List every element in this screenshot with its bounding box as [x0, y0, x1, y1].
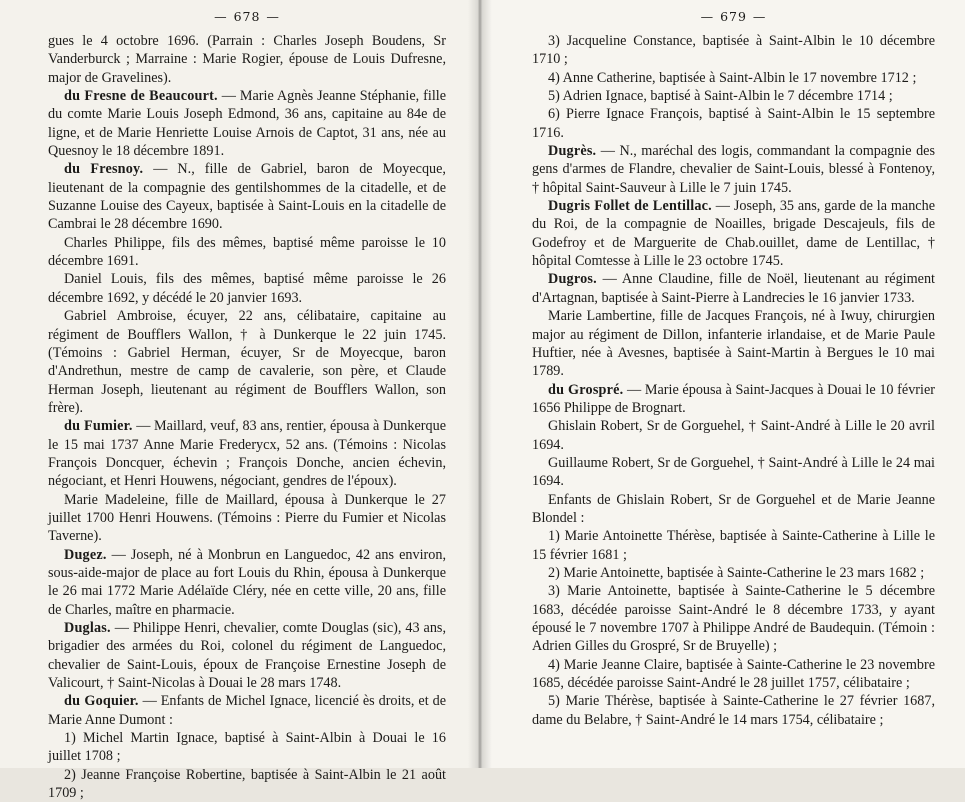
entry-du-grospre: du Grospré. — Marie épousa à Saint-Jacques à Douai le 10 février 1656 Philippe de Brognart.	[532, 381, 935, 416]
paragraph: Marie Lambertine, fille de Jacques François, né à Iwuy, chirurgien major au régiment de Dillon, infanterie irlandaise, et de Marie Paule Huftier, née à Avesnes, baptisée à Saint-Martin à Bergues le 10 mai 1789.	[532, 308, 935, 380]
right-page	[480, 0, 965, 768]
entry-headword: du Fresnoy.	[64, 161, 144, 178]
entry-du-fresnoy: du Fresnoy. — N., fille de Gabriel, baron de Moyecque, lieutenant de la compagnie des gentilshommes de la citadelle, et de Suzanne Louise des Cayeux, baptisée à Saint-Louis en la citadelle de Cambrai le 28 décembre 1690.	[48, 161, 446, 233]
paragraph: gues le 4 octobre 1696. (Parrain : Charles Joseph Boudens, Sr Vanderburck ; Marraine : Marie Rogier, épouse de Louis Dufresne, major de Gravelines).	[48, 33, 446, 86]
list-item: 2) Marie Antoinette, baptisée à Sainte-Catherine le 23 mars 1682 ;	[548, 564, 925, 581]
entry-headword: Dugez.	[64, 546, 107, 563]
entry-du-goquier: du Goquier. — Enfants de Michel Ignace, licencié ès droits, et de Marie Anne Dumont :	[48, 693, 447, 728]
right-page-text	[532, 32, 935, 729]
entry-headword: Dugrès.	[548, 143, 597, 160]
entry-dugros: Dugros. — Anne Claudine, fille de Noël, lieutenant au régiment d'Artagnan, baptisée à Saint-Pierre à Landrecies le 16 janvier 1733.	[532, 271, 935, 306]
list-item: 1) Marie Antoinette Thérèse, baptisée à Sainte-Catherine à Lille le 15 février 1681 ;	[532, 528, 935, 563]
paragraph: Marie Madeleine, fille de Maillard, épousa à Dunkerque le 27 juillet 1700 Henri Houwens. (Témoins : Pierre du Fumier et Nicolas Taverne).	[48, 491, 446, 545]
entry-headword: du Fumier.	[64, 418, 133, 435]
paragraph: Charles Philippe, fils des mêmes, baptisé même paroisse le 10 décembre 1691.	[48, 234, 446, 270]
entry-du-fumier: du Fumier. — Maillard, veuf, 83 ans, rentier, épousa à Dunkerque le 15 mai 1737 Anne Marie Frederycx, 52 ans. (Témoins : Nicolas François Doncquer, échevin ; François Donche, ancien échevin, négociant, et Henri Houwens, négociant, gendres de l'époux).	[48, 418, 447, 490]
left-page-text	[48, 32, 446, 802]
entry-dugez: Dugez. — Joseph, né à Monbrun en Languedoc, 42 ans environ, sous-aide-major de place au fort Louis du Rhin, épousa à Dunkerque le 26 mai 1772 Marie Adélaïde Cléry, née en cette ville, 20 ans, fille de Charles, maître en pharmacie.	[48, 546, 446, 618]
entry-du-fresne-de-beaucourt: du Fresne de Beaucourt. — Marie Agnès Jeanne Stéphanie, fille du comte Marie Louis Joseph Edmond, 36 ans, capitaine au 84e de ligne, et de Marie Henriette Louise Arnois de Captot, 31 ans, née au Quesnoy le 18 décembre 1891.	[48, 88, 446, 160]
entry-dugris-follet-de-lentillac: Dugris Follet de Lentillac. — Joseph, 35 ans, garde de la manche du Roi, de la compagnie de Noailles, brigade Descajeuls, fils de Godefroy et de Marguerite de Chab.ouillet, dame de Lentillac, † hôpital Comtesse à Lille le 23 octobre 1745.	[532, 198, 935, 270]
list-item: 2) Jeanne Françoise Robertine, baptisée à Saint-Albin le 21 août 1709 ;	[48, 766, 446, 802]
list-item: 5) Marie Thérèse, baptisée à Sainte-Catherine le 27 février 1687, dame du Belabre, † Saint-André le 14 mars 1754, célibataire ;	[532, 693, 935, 728]
list-item: 1) Michel Martin Ignace, baptisé à Saint-Albin à Douai le 16 juillet 1708 ;	[48, 730, 446, 765]
list-item: 4) Anne Catherine, baptisée à Saint-Albin le 17 novembre 1712 ;	[548, 69, 917, 86]
entry-duglas: Duglas. — Philippe Henri, chevalier, comte Douglas (sic), 43 ans, brigadier des armées du Roi, colonel du régiment de Languedoc, chevalier de Saint-Louis, époux de Françoise Ernestine Joseph de Valicourt, † Saint-Nicolas à Douai le 28 mars 1748.	[48, 620, 446, 692]
list-item: 5) Adrien Ignace, baptisé à Saint-Albin le 7 décembre 1714 ;	[548, 88, 893, 105]
entry-headword: du Grospré.	[548, 381, 624, 398]
entry-headword: du Goquier.	[64, 693, 139, 710]
left-page	[0, 0, 480, 802]
paragraph: Enfants de Ghislain Robert, Sr de Gorguehel et de Marie Jeanne Blondel :	[532, 491, 935, 526]
entry-headword: Dugros.	[548, 271, 597, 288]
list-item: 6) Pierre Ignace François, baptisé à Saint-Albin le 15 septembre 1716.	[532, 106, 935, 141]
paragraph: Guillaume Robert, Sr de Gorguehel, † Saint-André à Lille le 24 mai 1694.	[532, 454, 935, 490]
paragraph: Ghislain Robert, Sr de Gorguehel, † Saint-André à Lille le 20 avril 1694.	[532, 418, 935, 453]
paragraph: Daniel Louis, fils des mêmes, baptisé même paroisse le 26 décembre 1692, y décédé le 20 janvier 1693.	[48, 271, 446, 306]
list-item: 3) Marie Antoinette, baptisée à Sainte-Catherine le 5 décembre 1683, décédée paroisse Saint-André le 8 décembre 1733, y ayant épousé le 7 novembre 1707 à Philippe André de Baudequin. (Témoin : Adrien Gilles du Grospré, Sr de Bruyelle) ;	[532, 583, 935, 655]
entry-headword: du Fresne de Beaucourt.	[64, 88, 218, 105]
list-item: 3) Jacqueline Constance, baptisée à Saint-Albin le 10 décembre 1710 ;	[532, 33, 935, 68]
list-item: 4) Marie Jeanne Claire, baptisée à Sainte-Catherine le 23 novembre 1685, décédée paroisse Saint-André le 28 juillet 1757, célibataire ;	[532, 656, 935, 692]
entry-headword: Duglas.	[64, 620, 111, 636]
entry-dugres: Dugrès. — N., maréchal des logis, commandant la compagnie des gens d'armes de Flandre, chevalier de Saint-Louis, blessé à Fontenoy, † hôpital Saint-Sauveur à Lille le 7 juin 1745.	[532, 143, 935, 196]
left-page-number: — 678 —	[214, 9, 280, 24]
entry-headword: Dugris Follet de Lentillac.	[548, 198, 712, 215]
right-page-number: — 679 —	[700, 9, 767, 24]
paragraph: Gabriel Ambroise, écuyer, 22 ans, célibataire, capitaine au régiment de Boufflers Wallon, † à Dunkerque le 22 juin 1745. (Témoins : Gabriel Herman, écuyer, Sr de Moyecque, baron d'Andrethun, mestre de camp de cavalerie, son père, et Claude Herman Joseph, lieutenant au régiment de Boufflers Wallon, son frère).	[48, 308, 446, 416]
